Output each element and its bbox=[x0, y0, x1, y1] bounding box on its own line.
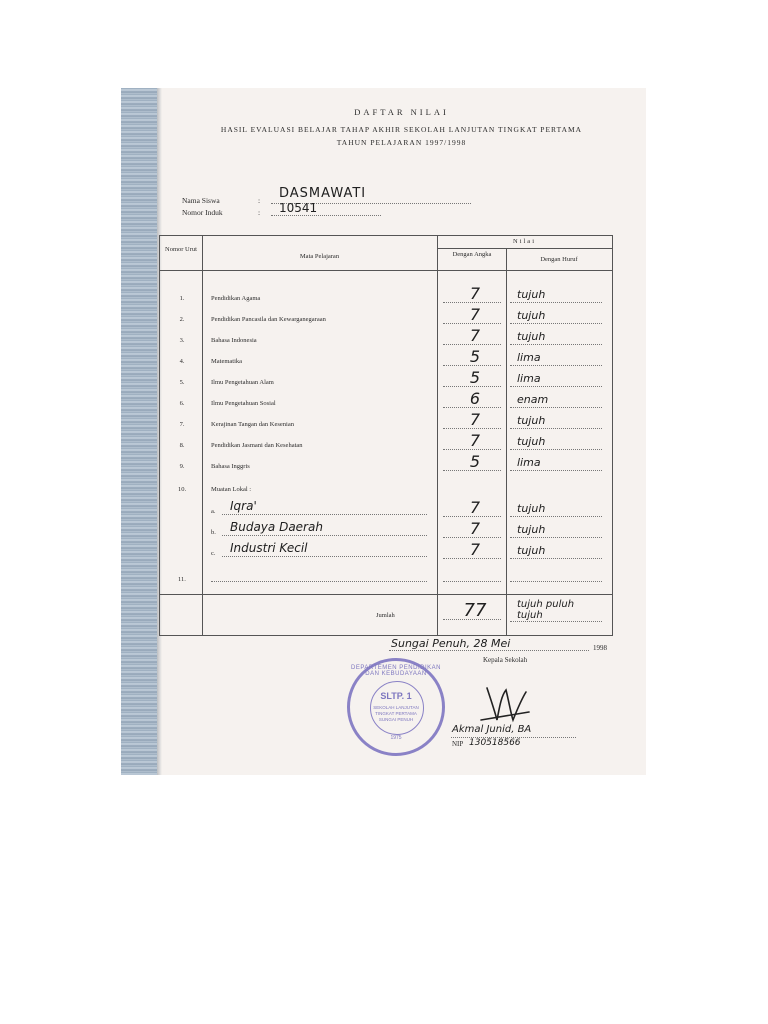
grade-number: 7 bbox=[469, 519, 481, 538]
grade-words: tujuh bbox=[517, 288, 546, 301]
col-divider bbox=[202, 236, 203, 635]
grade-words: lima bbox=[517, 351, 541, 364]
grade-number: 7 bbox=[469, 431, 481, 450]
dotted-line bbox=[510, 344, 602, 345]
row-divider bbox=[437, 248, 612, 249]
dotted-line bbox=[443, 470, 501, 471]
row-number: 11. bbox=[178, 576, 186, 583]
name-label: Nama Siswa bbox=[182, 196, 220, 205]
student-name: DASMAWATI bbox=[279, 186, 367, 201]
dotted-line bbox=[510, 323, 602, 324]
grade-words: lima bbox=[517, 456, 541, 469]
dotted-line bbox=[222, 514, 427, 515]
dotted-line bbox=[510, 581, 602, 582]
local-subject: Iqra' bbox=[230, 499, 257, 513]
row-number: 9. bbox=[179, 463, 185, 470]
dotted-line bbox=[222, 535, 427, 536]
grade-number: 7 bbox=[469, 284, 481, 303]
total-value: 77 bbox=[463, 600, 487, 621]
dotted-line bbox=[443, 344, 501, 345]
id-dotted-line bbox=[271, 215, 381, 216]
dotted-line bbox=[443, 537, 501, 538]
stamp-center: SLTP. 1 bbox=[380, 691, 412, 701]
total-words-line1: tujuh puluh bbox=[517, 599, 575, 610]
local-letter: c. bbox=[211, 550, 216, 557]
student-id: 10541 bbox=[279, 201, 318, 215]
dotted-line bbox=[443, 558, 501, 559]
dotted-line bbox=[443, 619, 501, 620]
subject-name: Pendidikan Agama bbox=[211, 295, 261, 302]
dotted-line bbox=[510, 386, 602, 387]
grade-number: 7 bbox=[469, 540, 481, 559]
stamp-inner-line2: TINGKAT PERTAMA bbox=[375, 711, 417, 716]
year: 1998 bbox=[593, 644, 607, 652]
dotted-line bbox=[510, 365, 602, 366]
document-subtitle: HASIL EVALUASI BELAJAR TAHAP AKHIR SEKOLAH LANJUTAN TINGKAT PERTAMA bbox=[220, 125, 583, 134]
row-number: 3. bbox=[179, 337, 185, 344]
grade-words: tujuh bbox=[517, 330, 546, 343]
dotted-line bbox=[443, 386, 501, 387]
stamp-inner-line3: SUNGAI PENUH bbox=[378, 717, 414, 722]
row-number: 7. bbox=[179, 421, 185, 428]
dotted-line bbox=[443, 365, 501, 366]
signer-name: Akmal Junid, BA bbox=[452, 724, 532, 735]
grade-number: 7 bbox=[469, 326, 481, 345]
grade-words: tujuh bbox=[517, 414, 546, 427]
grade-words: tujuh bbox=[517, 544, 546, 557]
subject-name: Pendidikan Jasmani dan Kesehatan bbox=[211, 442, 303, 449]
dotted-line bbox=[211, 581, 427, 582]
role-label: Kepala Sekolah bbox=[483, 656, 528, 664]
row-number: 6. bbox=[179, 400, 185, 407]
grade-number: 5 bbox=[469, 452, 481, 471]
name-colon: : bbox=[258, 196, 261, 205]
place-date: Sungai Penuh, 28 Mei bbox=[391, 637, 511, 650]
grade-words: tujuh bbox=[517, 502, 546, 515]
col-divider bbox=[506, 248, 507, 635]
scanned-document bbox=[121, 88, 646, 775]
local-subject: Industri Kecil bbox=[230, 541, 308, 555]
dotted-line bbox=[510, 621, 602, 622]
dotted-line bbox=[510, 516, 602, 517]
grade-words: tujuh bbox=[517, 435, 546, 448]
dotted-line bbox=[443, 581, 501, 582]
document-title: DAFTAR NILAI bbox=[354, 107, 449, 117]
row-number: 4. bbox=[179, 358, 185, 365]
dotted-line bbox=[510, 470, 602, 471]
nip-label: NIP bbox=[452, 740, 464, 748]
row-number: 5. bbox=[179, 379, 185, 386]
grade-number: 7 bbox=[469, 305, 481, 324]
dotted-line bbox=[443, 428, 501, 429]
dotted-line bbox=[443, 323, 501, 324]
binding-strip bbox=[121, 88, 157, 775]
school-stamp bbox=[347, 658, 445, 756]
grade-number: 6 bbox=[469, 389, 481, 408]
dotted-line bbox=[510, 428, 602, 429]
date-dotted-line bbox=[389, 650, 589, 651]
grade-words: lima bbox=[517, 372, 541, 385]
local-letter: b. bbox=[211, 529, 216, 536]
grades-table bbox=[159, 235, 613, 636]
col-divider bbox=[437, 236, 438, 635]
header-subject: Mata Pelajaran bbox=[299, 253, 340, 260]
subject-name: Ilmu Pengetahuan Alam bbox=[211, 379, 274, 386]
dotted-line bbox=[443, 407, 501, 408]
header-nilai: Nilai bbox=[513, 238, 536, 245]
local-subject: Budaya Daerah bbox=[230, 520, 323, 534]
stamp-bottom: 1975 bbox=[390, 735, 402, 741]
dotted-line bbox=[510, 449, 602, 450]
local-letter: a. bbox=[211, 508, 216, 515]
id-label: Nomor Induk bbox=[182, 208, 223, 217]
grade-words: tujuh bbox=[517, 309, 546, 322]
subject-name: Kerajinan Tangan dan Kesenian bbox=[211, 421, 294, 428]
stamp-inner-line1: SEKOLAH LANJUTAN bbox=[373, 705, 419, 710]
total-words-line2: tujuh bbox=[517, 610, 543, 621]
subject-name: Muatan Lokal : bbox=[211, 486, 252, 493]
subject-name: Bahasa Inggris bbox=[211, 463, 250, 470]
stamp-ring-text: DEPARTEMEN PENDIDIKAN DAN KEBUDAYAAN bbox=[351, 665, 441, 677]
row-number: 10. bbox=[177, 486, 187, 493]
dotted-line bbox=[443, 516, 501, 517]
subject-name: Ilmu Pengetahuan Sosial bbox=[211, 400, 276, 407]
dotted-line bbox=[222, 556, 427, 557]
dotted-line bbox=[443, 302, 501, 303]
header-divider bbox=[160, 270, 612, 271]
dotted-line bbox=[443, 449, 501, 450]
total-divider bbox=[160, 594, 612, 595]
grade-words: tujuh bbox=[517, 523, 546, 536]
header-no: Nomor Urut bbox=[165, 246, 197, 253]
nip-value: 130518566 bbox=[469, 738, 521, 748]
grade-number: 7 bbox=[469, 498, 481, 517]
dotted-line bbox=[510, 407, 602, 408]
dotted-line bbox=[510, 537, 602, 538]
row-number: 8. bbox=[179, 442, 185, 449]
header-angka: Dengan Angka bbox=[452, 251, 492, 258]
grade-number: 5 bbox=[469, 347, 481, 366]
grade-words: enam bbox=[517, 393, 549, 406]
grade-number: 5 bbox=[469, 368, 481, 387]
school-year: TAHUN PELAJARAN 1997/1998 bbox=[336, 138, 467, 147]
id-colon: : bbox=[258, 208, 261, 217]
dotted-line bbox=[510, 302, 602, 303]
subject-name: Bahasa Indonesia bbox=[211, 337, 257, 344]
subject-name: Pendidikan Pancasila dan Kewarganegaraan bbox=[211, 316, 326, 323]
header-huruf: Dengan Huruf bbox=[540, 256, 578, 263]
subject-name: Matematika bbox=[211, 358, 243, 365]
total-label: Jumlah bbox=[376, 612, 395, 619]
dotted-line bbox=[510, 558, 602, 559]
grade-number: 7 bbox=[469, 410, 481, 429]
row-number: 2. bbox=[179, 316, 185, 323]
row-number: 1. bbox=[179, 295, 185, 302]
